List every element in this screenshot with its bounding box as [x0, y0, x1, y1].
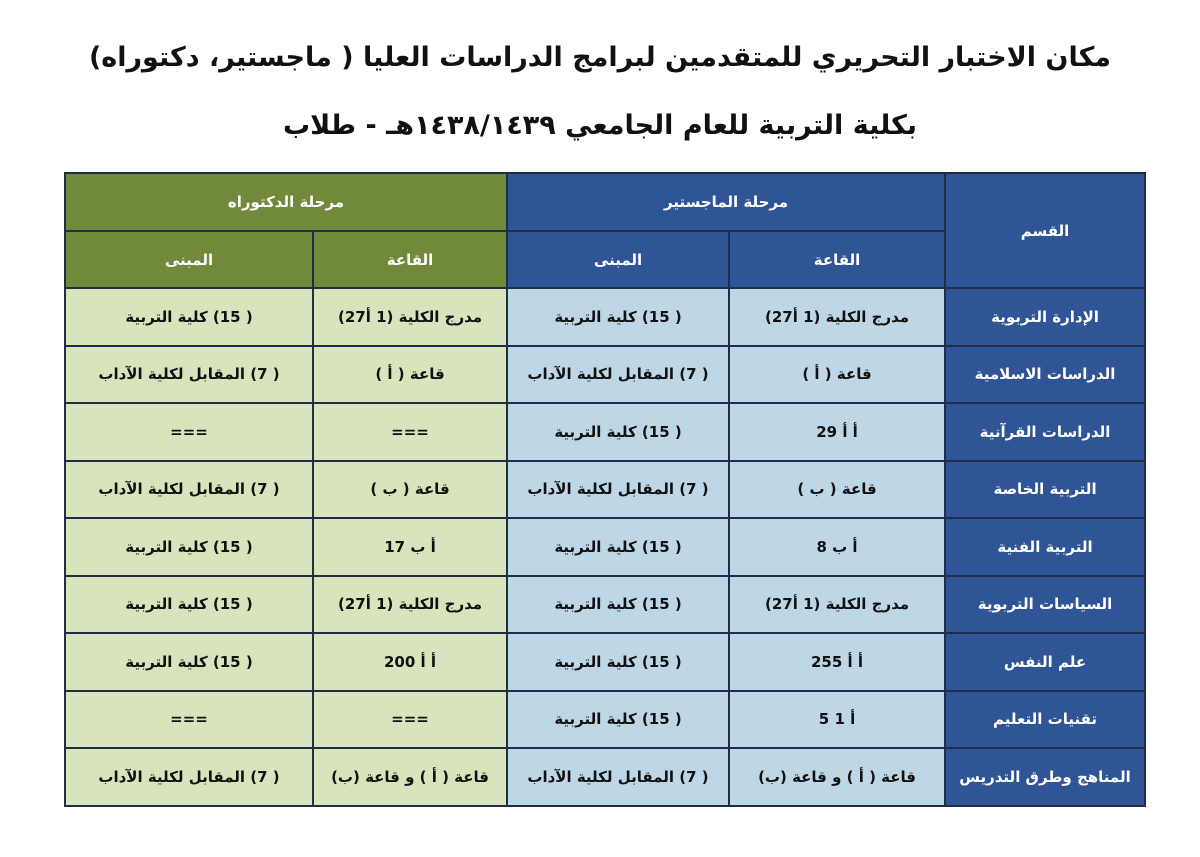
master-building-cell: ( 15) كلية التربية	[507, 403, 729, 461]
phd-hall-cell: مدرج الكلية (1 أ27)	[313, 288, 507, 346]
master-hall-cell: قاعة ( أ )	[729, 346, 945, 404]
phd-building-cell: ( 7) المقابل لكلية الآداب	[65, 748, 313, 806]
master-hall-cell: أ ب 8	[729, 518, 945, 576]
master-building-cell: ( 15) كلية التربية	[507, 576, 729, 634]
phd-hall-header: القاعة	[313, 231, 507, 288]
master-building-cell: ( 7) المقابل لكلية الآداب	[507, 461, 729, 519]
phd-hall-cell: قاعة ( أ )	[313, 346, 507, 404]
department-cell: تقنيات التعليم	[945, 691, 1145, 749]
phd-building-header: المبنى	[65, 231, 313, 288]
phd-hall-cell: قاعة ( أ ) و قاعة (ب)	[313, 748, 507, 806]
master-building-cell: ( 15) كلية التربية	[507, 691, 729, 749]
phd-hall-cell: أ ب 17	[313, 518, 507, 576]
phd-building-cell: ( 15) كلية التربية	[65, 633, 313, 691]
master-hall-cell: قاعة ( ب )	[729, 461, 945, 519]
phd-stage-header: مرحلة الدكتوراه	[65, 173, 507, 231]
department-cell: علم النفس	[945, 633, 1145, 691]
department-cell: الدراسات الاسلامية	[945, 346, 1145, 404]
table-body	[65, 288, 1145, 806]
master-building-cell: ( 15) كلية التربية	[507, 288, 729, 346]
phd-hall-cell: ===	[313, 403, 507, 461]
phd-building-cell: ===	[65, 403, 313, 461]
department-cell: الدراسات القرآنية	[945, 403, 1145, 461]
department-cell: المناهج وطرق التدريس	[945, 748, 1145, 806]
phd-building-cell: ===	[65, 691, 313, 749]
phd-hall-cell: مدرج الكلية (1 أ27)	[313, 576, 507, 634]
table-row	[65, 748, 1145, 806]
master-building-header: المبنى	[507, 231, 729, 288]
table-row	[65, 461, 1145, 519]
master-building-cell: ( 7) المقابل لكلية الآداب	[507, 748, 729, 806]
phd-building-cell: ( 7) المقابل لكلية الآداب	[65, 346, 313, 404]
phd-hall-cell: قاعة ( ب )	[313, 461, 507, 519]
table-row	[65, 346, 1145, 404]
phd-building-cell: ( 15) كلية التربية	[65, 288, 313, 346]
table-row	[65, 288, 1145, 346]
master-stage-header: مرحلة الماجستير	[507, 173, 945, 231]
department-cell: الإدارة التربوية	[945, 288, 1145, 346]
master-building-cell: ( 7) المقابل لكلية الآداب	[507, 346, 729, 404]
department-cell: التربية الخاصة	[945, 461, 1145, 519]
page-title-line-1: مكان الاختبار التحريري للمتقدمين لبرامج الدراسات العليا ( ماجستير، دكتوراه)	[88, 42, 1112, 73]
master-building-cell: ( 15) كلية التربية	[507, 518, 729, 576]
table-row	[65, 403, 1145, 461]
master-hall-cell: أ أ 29	[729, 403, 945, 461]
table-row	[65, 518, 1145, 576]
phd-hall-cell: ===	[313, 691, 507, 749]
table-row	[65, 633, 1145, 691]
master-hall-cell: مدرج الكلية (1 أ27)	[729, 576, 945, 634]
table-row	[65, 576, 1145, 634]
phd-building-cell: ( 15) كلية التربية	[65, 576, 313, 634]
table-row	[65, 691, 1145, 749]
phd-building-cell: ( 7) المقابل لكلية الآداب	[65, 461, 313, 519]
exam-location-table	[64, 172, 1146, 807]
phd-building-cell: ( 15) كلية التربية	[65, 518, 313, 576]
master-hall-cell: أ 1 5	[729, 691, 945, 749]
master-hall-cell: مدرج الكلية (1 أ27)	[729, 288, 945, 346]
department-header: القسم	[945, 173, 1145, 288]
department-cell: السياسات التربوية	[945, 576, 1145, 634]
master-hall-header: القاعة	[729, 231, 945, 288]
master-hall-cell: قاعة ( أ ) و قاعة (ب)	[729, 748, 945, 806]
master-building-cell: ( 15) كلية التربية	[507, 633, 729, 691]
master-hall-cell: أ أ 255	[729, 633, 945, 691]
department-cell: التربية الفنية	[945, 518, 1145, 576]
phd-hall-cell: أ أ 200	[313, 633, 507, 691]
page-title-line-2: بكلية التربية للعام الجامعي ١٤٣٨/١٤٣٩هـ - طلاب	[283, 110, 917, 141]
